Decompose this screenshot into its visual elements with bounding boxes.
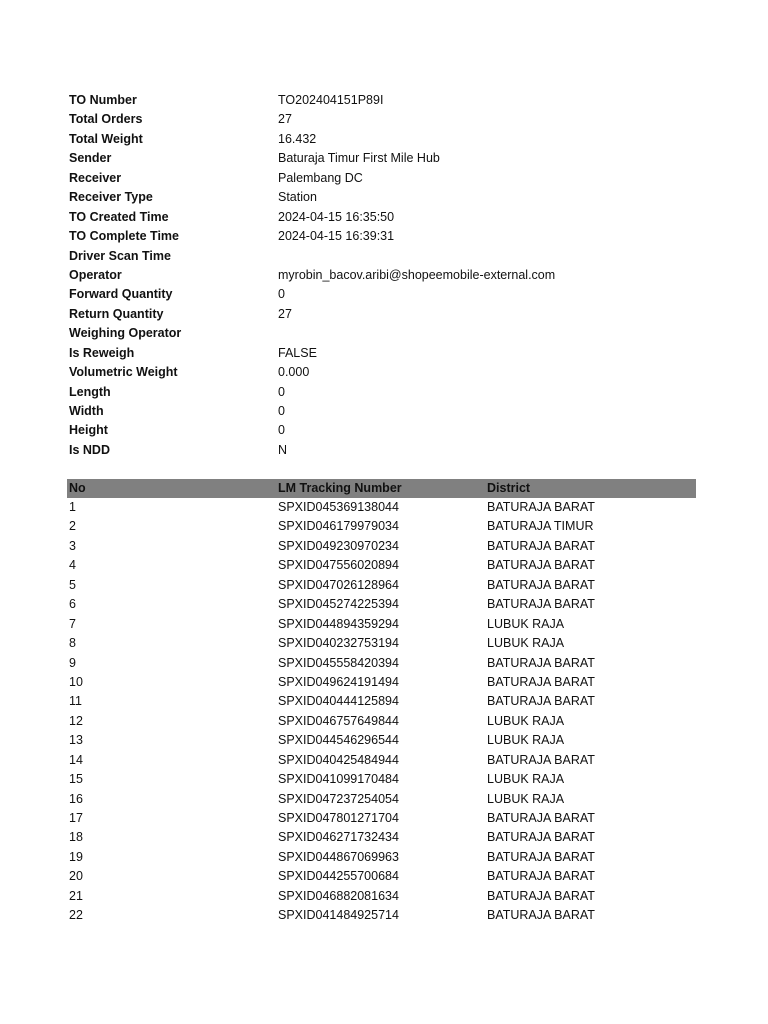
- summary-value: 27: [278, 112, 292, 127]
- summary-row-complete-time: [69, 227, 689, 246]
- cell-no: 14: [69, 752, 83, 767]
- table-row: [67, 906, 696, 925]
- summary-value: TO202404151P89I: [278, 93, 384, 107]
- cell-no: 10: [69, 674, 83, 689]
- table-row: [67, 712, 696, 731]
- summary-label: Forward Quantity: [69, 287, 173, 302]
- summary-label: TO Complete Time: [69, 229, 179, 244]
- summary-row-operator: [69, 266, 689, 285]
- summary-value: 0: [278, 384, 285, 399]
- summary-value: 0.000: [278, 365, 310, 380]
- table-header: [67, 479, 696, 498]
- summary-label: Receiver: [69, 170, 122, 185]
- summary-label: Sender: [69, 151, 112, 166]
- summary-value: Station: [278, 190, 317, 205]
- cell-tracking-number: SPXID044255700684: [278, 869, 399, 884]
- table-row: [67, 751, 696, 770]
- cell-tracking-number: SPXID040425484944: [278, 752, 399, 767]
- summary-row-driver-scan-time: [69, 247, 689, 266]
- summary-label: TO Created Time: [69, 209, 169, 224]
- summary-value: 0: [278, 287, 285, 302]
- column-header-district: District: [487, 481, 531, 495]
- summary-row-receiver: [69, 169, 689, 188]
- summary-label: Return Quantity: [69, 306, 164, 321]
- cell-tracking-number: SPXID047237254054: [278, 791, 399, 806]
- summary-row-return-quantity: [69, 305, 689, 324]
- cell-district: BATURAJA BARAT: [487, 908, 595, 923]
- summary-label: Weighing Operator: [69, 326, 182, 341]
- cell-tracking-number: SPXID045558420394: [278, 655, 399, 670]
- summary-label: Length: [69, 384, 111, 399]
- summary-row-total-weight: [69, 130, 689, 149]
- cell-tracking-number: SPXID045369138044: [278, 500, 399, 514]
- table-row: [67, 615, 696, 634]
- cell-tracking-number: SPXID041484925714: [278, 908, 399, 923]
- tracking-table: [67, 479, 696, 926]
- summary-label: Driver Scan Time: [69, 248, 171, 263]
- summary-label: Volumetric Weight: [69, 365, 178, 380]
- summary-label: Total Weight: [69, 131, 143, 146]
- cell-no: 20: [69, 869, 83, 884]
- cell-district: BATURAJA TIMUR: [487, 519, 594, 534]
- cell-no: 3: [69, 538, 76, 553]
- cell-no: 17: [69, 811, 83, 825]
- summary-value: Baturaja Timur First Mile Hub: [278, 151, 440, 166]
- table-row: [67, 790, 696, 809]
- table-row: [67, 828, 696, 847]
- cell-district: BATURAJA BARAT: [487, 577, 595, 592]
- cell-district: BATURAJA BARAT: [487, 655, 595, 670]
- table-row: [67, 731, 696, 750]
- table-row: [67, 867, 696, 886]
- summary-value: 27: [278, 306, 292, 321]
- summary-value: 2024-04-15 16:39:31: [278, 229, 395, 244]
- summary-row-created-time: [69, 208, 689, 227]
- summary-value: 0: [278, 423, 285, 438]
- column-header-no: No: [69, 481, 86, 495]
- summary-label: Total Orders: [69, 112, 143, 127]
- summary-label: Is NDD: [69, 442, 110, 457]
- summary-value: 0: [278, 404, 285, 418]
- cell-district: BATURAJA BARAT: [487, 888, 595, 903]
- summary-row-height: [69, 421, 689, 440]
- summary-row-width: [69, 402, 689, 421]
- summary-row-is-ndd: [69, 441, 689, 460]
- summary-label: TO Number: [69, 93, 137, 107]
- cell-tracking-number: SPXID040232753194: [278, 636, 399, 651]
- cell-no: 21: [69, 888, 83, 903]
- cell-no: 15: [69, 772, 83, 787]
- table-row: [67, 517, 696, 536]
- summary-row-is-reweigh: [69, 344, 689, 363]
- cell-tracking-number: SPXID049624191494: [278, 674, 399, 689]
- cell-no: 9: [69, 655, 76, 670]
- cell-tracking-number: SPXID049230970234: [278, 538, 399, 553]
- summary-value: 2024-04-15 16:35:50: [278, 209, 395, 224]
- summary-row-to-number: [69, 91, 689, 110]
- summary-value: 16.432: [278, 131, 317, 146]
- cell-no: 8: [69, 636, 76, 651]
- table-row: [67, 770, 696, 789]
- cell-district: LUBUK RAJA: [487, 616, 565, 631]
- summary-label: Height: [69, 423, 108, 438]
- cell-tracking-number: SPXID044546296544: [278, 733, 399, 748]
- cell-no: 1: [69, 500, 76, 514]
- cell-no: 19: [69, 849, 83, 864]
- cell-tracking-number: SPXID047556020894: [278, 558, 399, 573]
- summary-value: myrobin_bacov.aribi@shopeemobile-external.com: [278, 267, 556, 282]
- table-row: [67, 634, 696, 653]
- cell-district: BATURAJA BARAT: [487, 830, 595, 845]
- cell-tracking-number: SPXID044894359294: [278, 616, 399, 631]
- table-row: [67, 673, 696, 692]
- table-row: [67, 654, 696, 673]
- summary-value: N: [278, 442, 288, 457]
- cell-district: BATURAJA BARAT: [487, 558, 595, 573]
- cell-district: LUBUK RAJA: [487, 713, 565, 728]
- summary-row-length: [69, 383, 689, 402]
- table-row: [67, 498, 696, 517]
- table-row: [67, 595, 696, 614]
- cell-tracking-number: SPXID041099170484: [278, 772, 399, 787]
- summary-label: Operator: [69, 267, 122, 282]
- cell-no: 7: [69, 616, 76, 631]
- table-row: [67, 848, 696, 867]
- cell-no: 2: [69, 519, 76, 534]
- cell-district: BATURAJA BARAT: [487, 538, 595, 553]
- table-row: [67, 537, 696, 556]
- table-row: [67, 692, 696, 711]
- cell-no: 5: [69, 577, 76, 592]
- cell-no: 6: [69, 597, 76, 612]
- cell-district: LUBUK RAJA: [487, 772, 565, 787]
- cell-district: BATURAJA BARAT: [487, 674, 595, 689]
- table-row: [67, 556, 696, 575]
- cell-tracking-number: SPXID046179979034: [278, 519, 399, 534]
- table-body: [67, 498, 696, 926]
- cell-no: 4: [69, 558, 76, 573]
- summary-value: Palembang DC: [278, 170, 363, 185]
- cell-district: BATURAJA BARAT: [487, 869, 595, 884]
- cell-district: BATURAJA BARAT: [487, 811, 595, 825]
- table-row: [67, 576, 696, 595]
- cell-tracking-number: SPXID046757649844: [278, 713, 399, 728]
- summary-row-receiver-type: [69, 188, 689, 207]
- cell-no: 16: [69, 791, 83, 806]
- cell-district: LUBUK RAJA: [487, 636, 565, 651]
- cell-no: 22: [69, 908, 83, 923]
- cell-tracking-number: SPXID044867069963: [278, 849, 399, 864]
- cell-district: LUBUK RAJA: [487, 733, 565, 748]
- summary-value: FALSE: [278, 345, 317, 360]
- cell-no: 18: [69, 830, 83, 845]
- summary-label: Is Reweigh: [69, 345, 135, 360]
- cell-tracking-number: SPXID047801271704: [278, 811, 399, 825]
- summary-row-sender: [69, 149, 689, 168]
- summary-row-weighing-operator: [69, 324, 689, 343]
- cell-district: BATURAJA BARAT: [487, 752, 595, 767]
- transfer-order-summary: [69, 91, 689, 460]
- cell-tracking-number: SPXID045274225394: [278, 597, 399, 612]
- summary-row-volumetric-weight: [69, 363, 689, 382]
- table-row: [67, 887, 696, 906]
- cell-tracking-number: SPXID046271732434: [278, 830, 399, 845]
- cell-district: BATURAJA BARAT: [487, 694, 595, 709]
- column-header-tracking-number: LM Tracking Number: [278, 481, 402, 495]
- cell-tracking-number: SPXID047026128964: [278, 577, 399, 592]
- cell-district: BATURAJA BARAT: [487, 500, 595, 514]
- summary-row-total-orders: [69, 110, 689, 129]
- summary-label: Width: [69, 404, 104, 418]
- cell-district: LUBUK RAJA: [487, 791, 565, 806]
- cell-no: 11: [69, 694, 82, 709]
- cell-tracking-number: SPXID046882081634: [278, 888, 399, 903]
- summary-row-forward-quantity: [69, 285, 689, 304]
- cell-district: BATURAJA BARAT: [487, 849, 595, 864]
- summary-label: Receiver Type: [69, 190, 153, 205]
- cell-district: BATURAJA BARAT: [487, 597, 595, 612]
- cell-no: 12: [69, 713, 83, 728]
- table-row: [67, 809, 696, 828]
- cell-no: 13: [69, 733, 83, 748]
- cell-tracking-number: SPXID040444125894: [278, 694, 399, 709]
